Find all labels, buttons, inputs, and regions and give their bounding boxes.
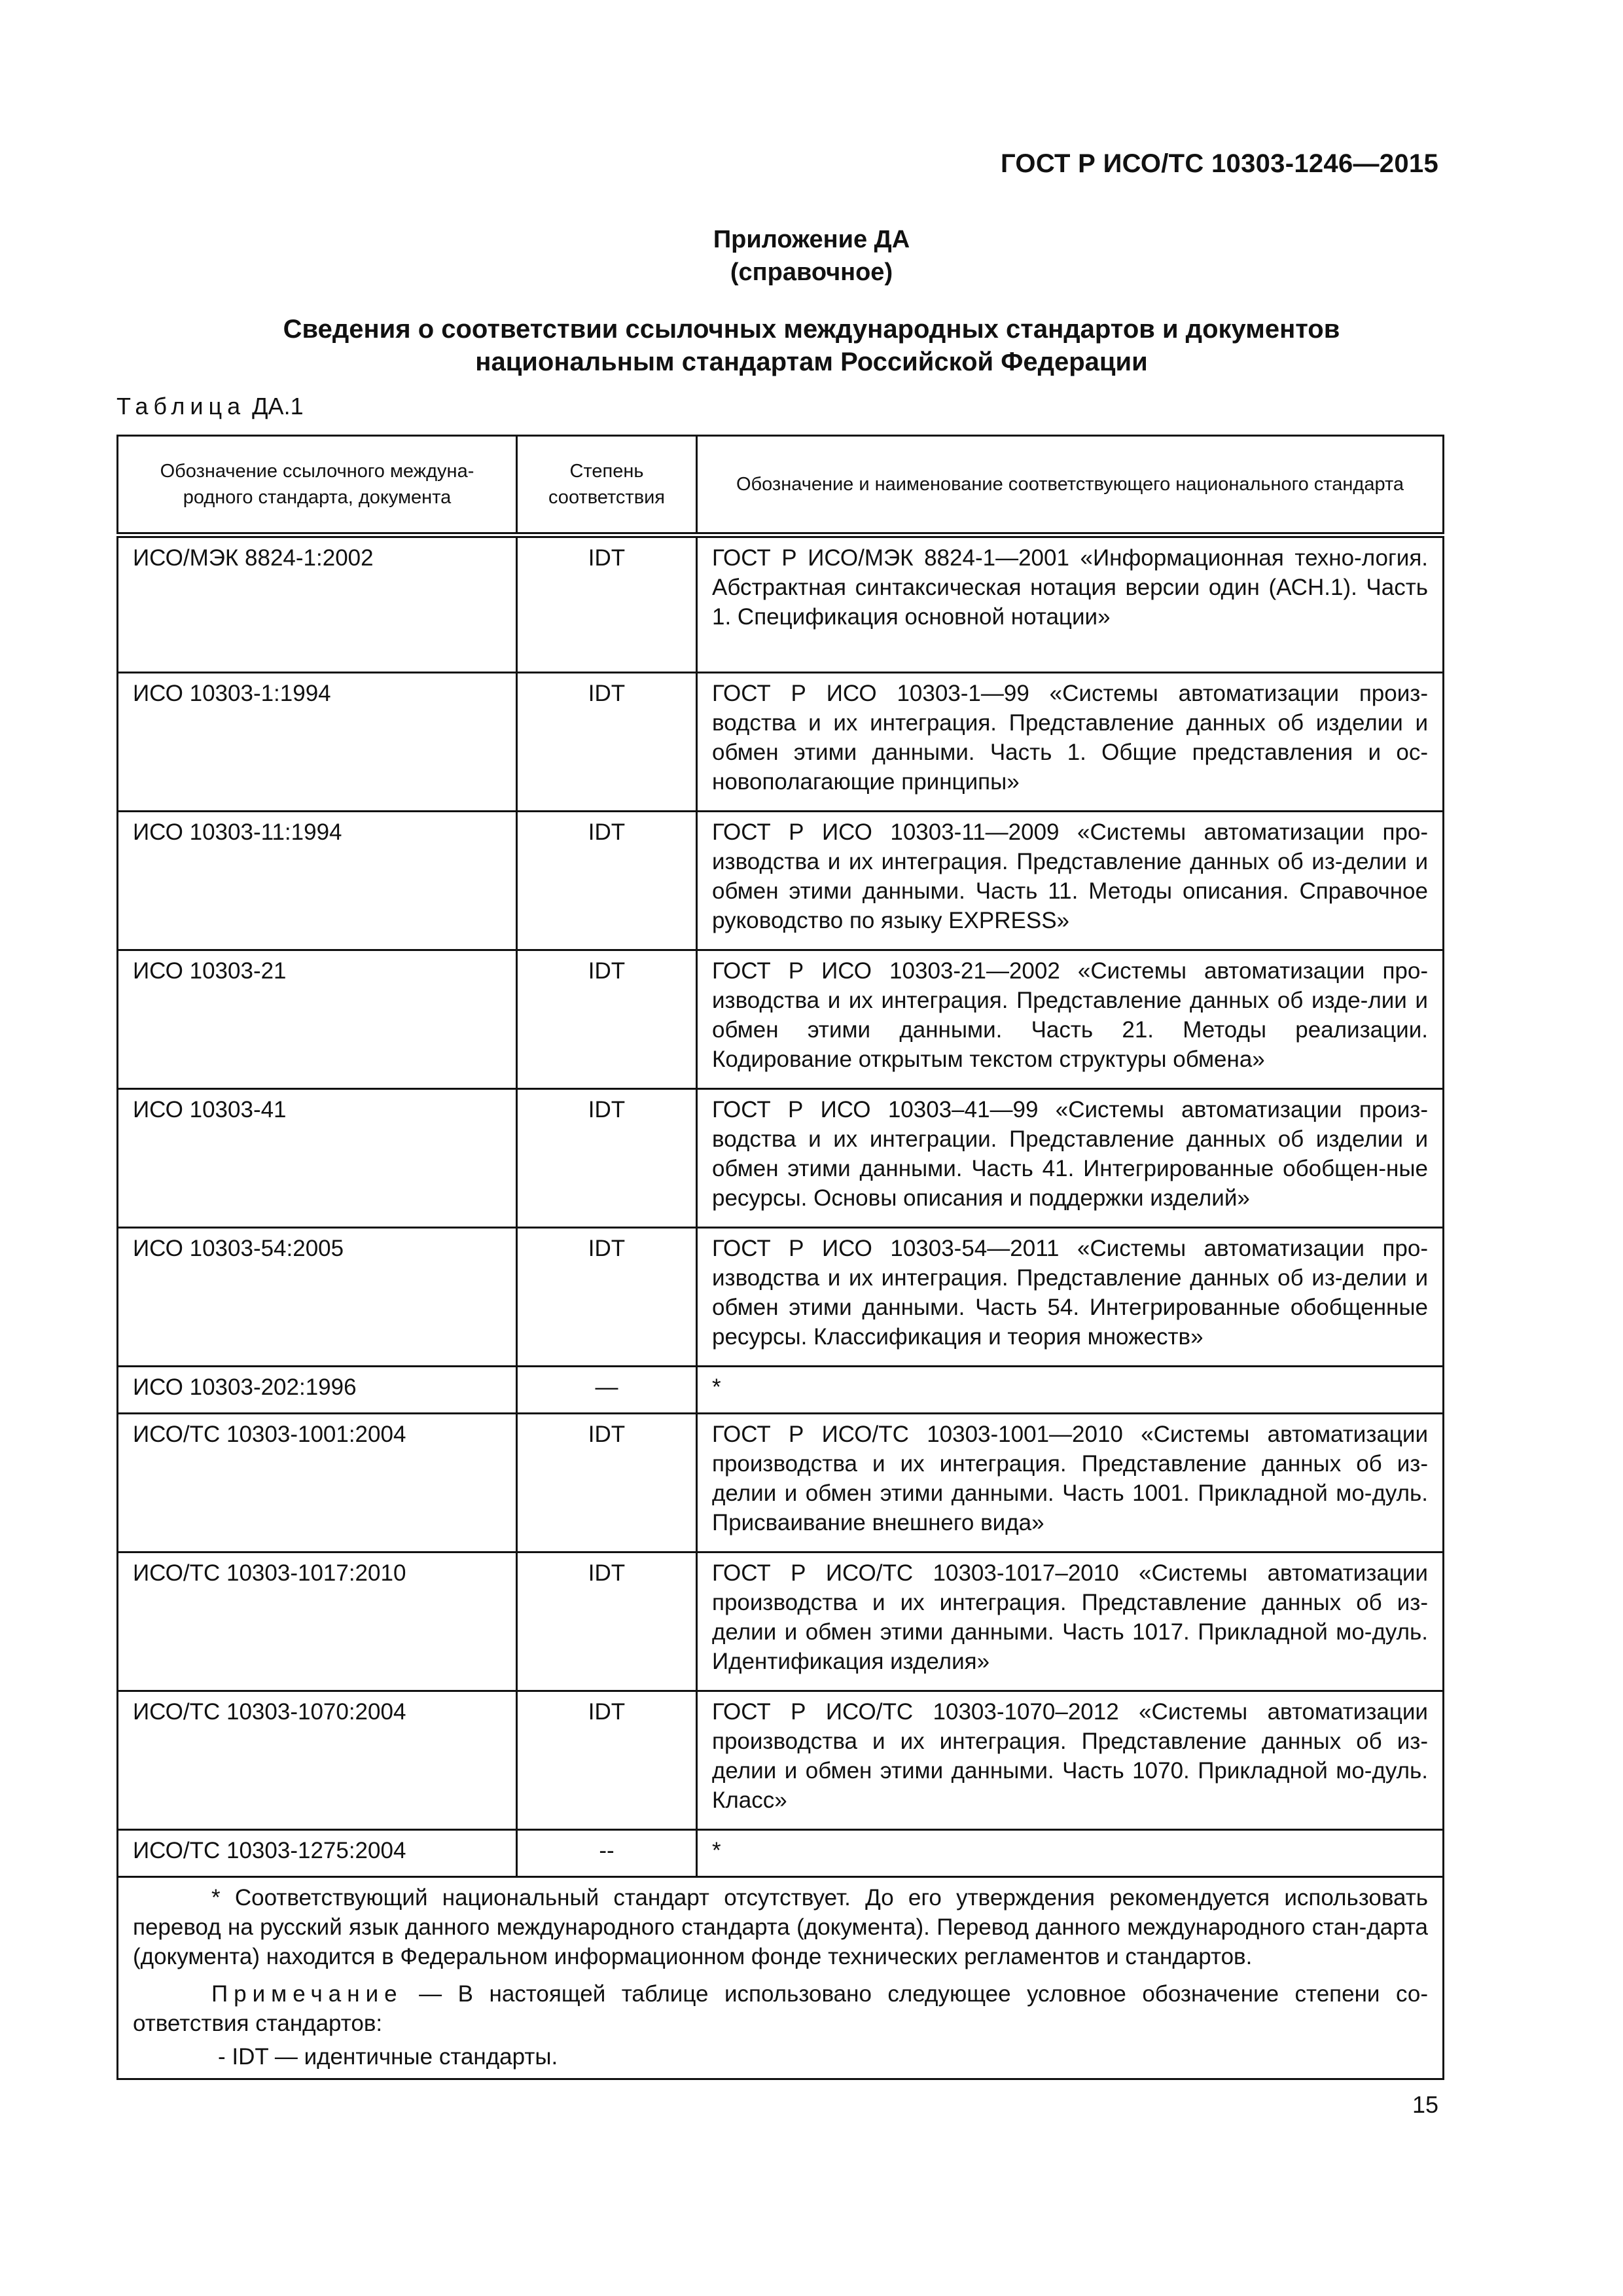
degree-cell: — bbox=[517, 1367, 697, 1414]
table-row bbox=[118, 673, 1444, 812]
header-degree: Степень соответствия bbox=[517, 436, 697, 535]
national-standard-cell: ГОСТ Р ИСО/ТС 10303-1070–2012 «Системы автоматизации производства и их интеграция. Представление данных об из-делии и обмен этими данными. Часть 1070. Прикладной мо-дуль. Класс» bbox=[697, 1691, 1444, 1830]
appendix-subtitle: (справочное) bbox=[730, 259, 893, 286]
national-standard-cell: ГОСТ Р ИСО 10303–41—99 «Системы автоматизации произ-водства и их интеграции. Представление данных об изделии и обмен этими данными. Часть 41. Интегрированные обобщен-ные ресурсы. Основы описания и поддержки изделий» bbox=[697, 1089, 1444, 1228]
note-word: Примечание bbox=[211, 1981, 403, 2007]
national-standard-cell: ГОСТ Р ИСО/ТС 10303-1017–2010 «Системы автоматизации производства и их интеграция. Представление данных об из-делии и обмен этими данными. Часть 1017. Прикладной мо-дуль. Идентификация изделия» bbox=[697, 1552, 1444, 1691]
degree-cell: IDT bbox=[517, 1691, 697, 1830]
table-notes-row bbox=[118, 1877, 1444, 2079]
national-standard-cell: ГОСТ Р ИСО 10303-1—99 «Системы автоматизации произ-водства и их интеграция. Представление данных об изделии и обмен этими данными. Часть 1. Общие представления и ос-новополагающие принципы» bbox=[697, 673, 1444, 812]
table-row bbox=[118, 1691, 1444, 1830]
reference-cell: ИСО 10303-1:1994 bbox=[118, 673, 517, 812]
reference-cell: ИСО 10303-11:1994 bbox=[118, 812, 517, 950]
idt-definition: - IDT — идентичные стандарты. bbox=[218, 2044, 558, 2070]
table-row bbox=[118, 1830, 1444, 1877]
appendix-title: Приложение ДА bbox=[713, 226, 910, 253]
reference-cell: ИСО 10303-21 bbox=[118, 950, 517, 1089]
table-row bbox=[118, 535, 1444, 673]
national-standard-cell: * bbox=[697, 1367, 1444, 1414]
reference-cell: ИСО/ТС 10303-1275:2004 bbox=[118, 1830, 517, 1877]
table-row bbox=[118, 1552, 1444, 1691]
national-standard-cell: ГОСТ Р ИСО/ТС 10303-1001—2010 «Системы автоматизации производства и их интеграция. Представление данных об из-делии и обмен этими данными. Часть 1001. Прикладной мо-дуль. Присваивание внешнего вида» bbox=[697, 1414, 1444, 1552]
note-text: — В настоящей таблице использовано следующее условное обозначение степени со-ответствия стандартов: bbox=[133, 1981, 1428, 2036]
degree-cell: IDT bbox=[517, 535, 697, 673]
header-national-standard: Обозначение и наименование соответствующего национального стандарта bbox=[697, 436, 1444, 535]
table-header-row bbox=[118, 436, 1444, 535]
national-standard-cell: ГОСТ Р ИСО 10303-54—2011 «Системы автоматизации про-изводства и их интеграция. Представление данных об из-делии и обмен этими данными. Часть 54. Интегрированные обобщенные ресурсы. Классификация и теория множеств» bbox=[697, 1228, 1444, 1367]
degree-cell: IDT bbox=[517, 812, 697, 950]
table-label bbox=[116, 393, 304, 420]
table-row bbox=[118, 1089, 1444, 1228]
table-row bbox=[118, 1414, 1444, 1552]
table-label-word: Таблица bbox=[116, 393, 246, 420]
note bbox=[133, 1979, 1428, 2038]
table-label-number: ДА.1 bbox=[252, 393, 304, 420]
page-number: 15 bbox=[1412, 2091, 1438, 2118]
document-title bbox=[157, 313, 1466, 378]
table-row bbox=[118, 812, 1444, 950]
national-standard-cell: ГОСТ Р ИСО 10303-11—2009 «Системы автоматизации про-изводства и их интеграция. Представление данных об из-делии и обмен этими данными. Часть 11. Методы описания. Справочное руководство по языку EXPRESS» bbox=[697, 812, 1444, 950]
footnote: * Соответствующий национальный стандарт отсутствует. До его утверждения рекомендуется использовать перевод на русский язык данного международного стандарта (документа). Перевод данного международного стан-дарта (документа) находится в Федеральном информационном фонде технических регламентов и стандартов. bbox=[133, 1885, 1428, 1969]
degree-cell: IDT bbox=[517, 673, 697, 812]
table-row bbox=[118, 1367, 1444, 1414]
degree-cell: IDT bbox=[517, 1552, 697, 1691]
reference-cell: ИСО/ТС 10303-1001:2004 bbox=[118, 1414, 517, 1552]
correspondence-table bbox=[116, 435, 1444, 2080]
degree-cell: -- bbox=[517, 1830, 697, 1877]
national-standard-cell: * bbox=[697, 1830, 1444, 1877]
national-standard-cell: ГОСТ Р ИСО/МЭК 8824-1—2001 «Информационная техно-логия. Абстрактная синтаксическая нотация версии один (АСН.1). Часть 1. Спецификация основной нотации» bbox=[697, 535, 1444, 673]
header-reference-standard: Обозначение ссылочного междуна-родного стандарта, документа bbox=[118, 436, 517, 535]
reference-cell: ИСО 10303-41 bbox=[118, 1089, 517, 1228]
table-notes bbox=[118, 1877, 1444, 2079]
table-row bbox=[118, 950, 1444, 1089]
degree-cell: IDT bbox=[517, 950, 697, 1089]
document-code: ГОСТ Р ИСО/ТС 10303-1246—2015 bbox=[1000, 149, 1438, 178]
title-line-2: национальным стандартам Российской Федерации bbox=[475, 348, 1148, 376]
reference-cell: ИСО 10303-202:1996 bbox=[118, 1367, 517, 1414]
degree-cell: IDT bbox=[517, 1414, 697, 1552]
title-line-1: Сведения о соответствии ссылочных международных стандартов и документов bbox=[283, 315, 1340, 344]
reference-cell: ИСО 10303-54:2005 bbox=[118, 1228, 517, 1367]
degree-cell: IDT bbox=[517, 1089, 697, 1228]
table-row bbox=[118, 1228, 1444, 1367]
reference-cell: ИСО/ТС 10303-1017:2010 bbox=[118, 1552, 517, 1691]
reference-cell: ИСО/МЭК 8824-1:2002 bbox=[118, 535, 517, 673]
degree-cell: IDT bbox=[517, 1228, 697, 1367]
reference-cell: ИСО/ТС 10303-1070:2004 bbox=[118, 1691, 517, 1830]
national-standard-cell: ГОСТ Р ИСО 10303-21—2002 «Системы автоматизации про-изводства и их интеграция. Представление данных об изде-лии и обмен этими данными. Часть 21. Методы реализации. Кодирование открытым текстом структуры обмена» bbox=[697, 950, 1444, 1089]
